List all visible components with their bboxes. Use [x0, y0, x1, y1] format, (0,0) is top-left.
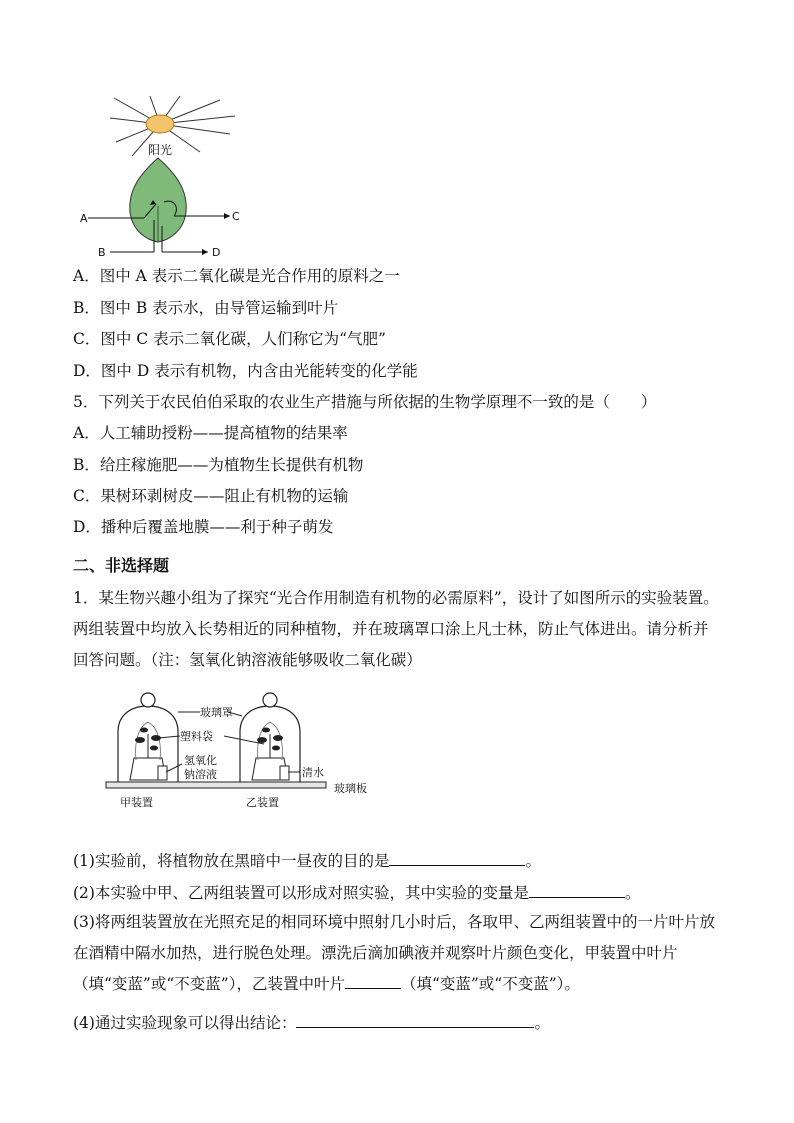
q1-sub2: [73, 881, 640, 903]
q5-stem: 5．下列关于农民伯伯采取的农业生产措施与所依据的生物学原理不一致的是（ ）: [73, 393, 657, 411]
answer-blank-3[interactable]: [345, 972, 401, 989]
label-glass-plate: 玻璃板: [334, 782, 367, 795]
sun: [146, 115, 174, 133]
label-water: 清水: [302, 766, 324, 779]
label-d: D: [212, 246, 221, 259]
q1-sub3-end: （填“变蓝”或“不变蓝”）。: [400, 975, 580, 993]
label-glass-cover: 玻璃罩: [200, 706, 233, 719]
arrow-c-icon: [224, 213, 230, 219]
q1-stem: 1．某生物兴趣小组为了探究“光合作用制造有机物的必需原料”，设计了如图所示的实验装置。两组装置中均放入长势相近的同种植物，并在玻璃罩口涂上凡士林，防止气体进出。请分析并回答问题。（注：氢氧化钠溶液能够吸收二氧化碳）: [73, 589, 719, 669]
leaf-photosynthesis-figure: [70, 94, 260, 260]
q1-sub1-end: 。: [525, 852, 541, 870]
label-b: B: [98, 246, 106, 259]
q4-option-b: B．图中 B 表示水，由导管运输到叶片: [73, 299, 339, 317]
q1-sub4: [73, 1011, 550, 1033]
q1-sub4-end: 。: [534, 1014, 550, 1032]
q4-option-c: C．图中 C 表示二氧化碳，人们称它为“气肥”: [73, 330, 386, 348]
label-plastic-bag: 塑料袋: [180, 730, 213, 743]
glass-plate: [106, 782, 326, 788]
q1-sub3: [73, 907, 721, 1000]
q1-sub2-text: (2)本实验中甲、乙两组装置可以形成对照实验，其中实验的变量是: [73, 884, 529, 902]
sun-label: 阳光: [148, 143, 173, 157]
q5-option-a: A．人工辅助授粉——提高植物的结果率: [73, 424, 348, 442]
label-c: C: [232, 210, 240, 223]
label-naoh-line1: 氢氧化: [184, 754, 217, 767]
label-a: A: [80, 212, 88, 225]
section-title: 二、非选择题: [73, 556, 170, 575]
q5-option-c: C．果树环剥树皮——阻止有机物的运输: [73, 487, 349, 505]
label-device-yi: 乙装置: [246, 796, 279, 809]
answer-blank-1[interactable]: [389, 849, 525, 866]
label-naoh-line2: 钠溶液: [184, 768, 217, 781]
experiment-apparatus-figure: [100, 688, 380, 814]
q4-option-d: D．图中 D 表示有机物，内含由光能转变的化学能: [73, 362, 418, 380]
q1-sub4-text: (4)通过实验现象可以得出结论：: [73, 1014, 297, 1032]
q1-sub1-text: (1)实验前，将植物放在黑暗中一昼夜的目的是: [73, 852, 390, 870]
device-yi: [240, 693, 300, 782]
q1-sub1: [73, 849, 541, 871]
arrow-d-icon: [202, 249, 208, 255]
q1-sub2-end: 。: [624, 884, 641, 902]
label-device-jia: 甲装置: [120, 796, 153, 809]
answer-blank-4[interactable]: [296, 1011, 534, 1028]
q1-sub3-text: (3)将两组装置放在光照充足的相同环境中照射几小时后，各取甲、乙两组装置中的一片叶片放在酒精中隔水加热，进行脱色处理。漂洗后滴加碘液并观察叶片颜色变化，甲装置中叶片（填“变蓝”或“不变蓝”），乙装置中叶片: [73, 913, 715, 993]
q5-option-b: B．给庄稼施肥——为植物生长提供有机物: [73, 456, 364, 474]
q4-option-a: A．图中 A 表示二氧化碳是光合作用的原料之一: [73, 267, 400, 285]
q5-option-d: D．播种后覆盖地膜——利于种子萌发: [73, 518, 334, 536]
answer-blank-2[interactable]: [529, 881, 625, 898]
